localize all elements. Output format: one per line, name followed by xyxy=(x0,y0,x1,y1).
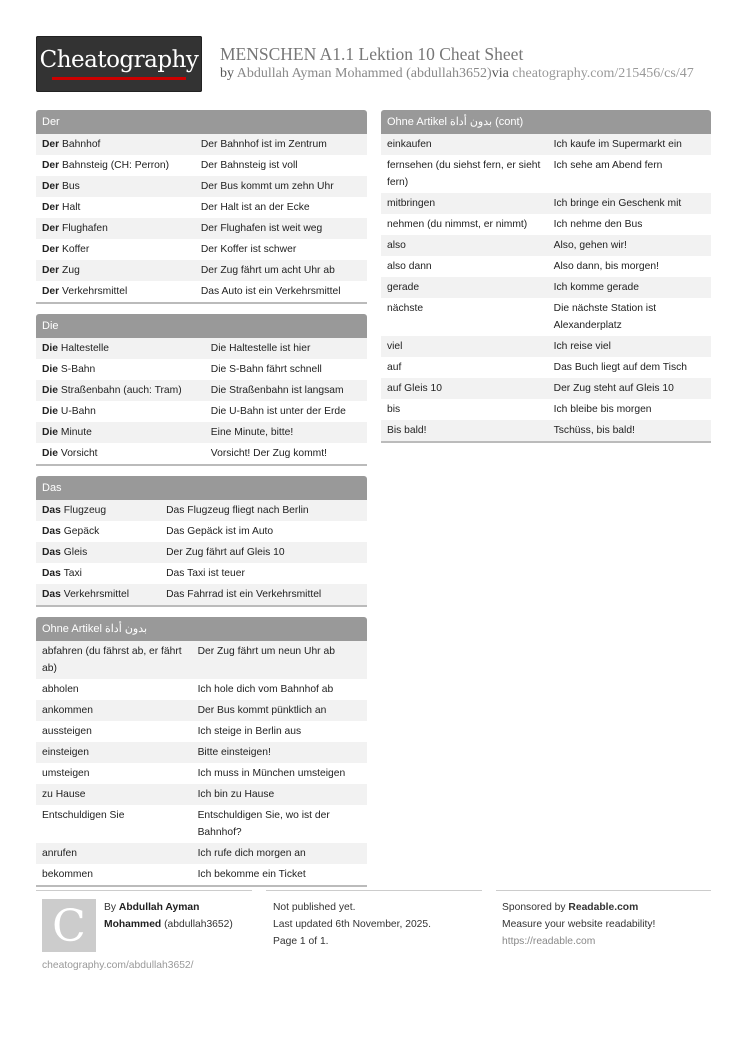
term-cell xyxy=(36,239,195,260)
term-word: einkaufen xyxy=(387,139,432,150)
table-row xyxy=(36,641,367,679)
term-cell xyxy=(36,721,192,742)
term-cell xyxy=(381,235,548,256)
term-word: umsteigen xyxy=(42,768,90,779)
term-word: Flugzeug xyxy=(63,505,107,516)
example-cell: Ich rufe dich morgen an xyxy=(192,843,367,864)
example-cell: Vorsicht! Der Zug kommt! xyxy=(205,443,367,464)
section-der xyxy=(36,110,367,304)
footer-sponsor xyxy=(502,899,712,950)
example-cell: Der Zug fährt um acht Uhr ab xyxy=(195,260,367,281)
term-cell xyxy=(381,134,548,155)
article-label: Die xyxy=(42,448,59,459)
article-label: Der xyxy=(42,286,60,297)
section-das xyxy=(36,476,367,607)
example-cell: Ich muss in München umsteigen xyxy=(192,763,367,784)
table-row xyxy=(381,420,711,441)
example-cell: Ich sehe am Abend fern xyxy=(548,155,711,193)
example-cell: Das Fahrrad ist ein Verkehrsmittel xyxy=(160,584,367,605)
logo-text: Cheatography xyxy=(39,47,199,73)
term-word: Entschuldigen Sie xyxy=(42,810,125,821)
term-cell xyxy=(36,155,195,176)
example-cell: Das Taxi ist teuer xyxy=(160,563,367,584)
term-word: Gepäck xyxy=(63,526,100,537)
article-label: Das xyxy=(42,547,61,558)
example-cell: Ich hole dich vom Bahnhof ab xyxy=(192,679,367,700)
term-cell xyxy=(36,338,205,359)
example-cell: Der Bus kommt pünktlich an xyxy=(192,700,367,721)
term-word: S-Bahn xyxy=(60,364,96,375)
table-row xyxy=(36,281,367,302)
article-label: Die xyxy=(42,385,59,396)
term-word: Straßenbahn (auch: Tram) xyxy=(60,385,182,396)
footer-divider xyxy=(496,890,711,891)
section-header-der: Der xyxy=(36,110,367,134)
example-cell: Ich bringe ein Geschenk mit xyxy=(548,193,711,214)
term-cell xyxy=(36,742,192,763)
table-row xyxy=(381,214,711,235)
term-cell xyxy=(381,256,548,277)
article-label: Das xyxy=(42,505,61,516)
term-cell xyxy=(36,422,205,443)
term-word: U-Bahn xyxy=(60,406,96,417)
article-label: Das xyxy=(42,589,61,600)
term-word: aussteigen xyxy=(42,726,92,737)
term-word: bis xyxy=(387,404,401,415)
table-row xyxy=(36,679,367,700)
byline-via: via xyxy=(491,66,509,81)
term-cell xyxy=(36,700,192,721)
term-word: also dann xyxy=(387,261,432,272)
last-updated: Last updated 6th November, 2025. xyxy=(273,919,431,930)
term-word: Verkehrsmittel xyxy=(63,589,130,600)
term-word: zu Hause xyxy=(42,789,86,800)
term-cell xyxy=(381,155,548,193)
example-cell: Ich bekomme ein Ticket xyxy=(192,864,367,885)
example-cell: Der Zug fährt auf Gleis 10 xyxy=(160,542,367,563)
example-cell: Der Koffer ist schwer xyxy=(195,239,367,260)
table-row xyxy=(36,700,367,721)
term-cell xyxy=(36,843,192,864)
author-avatar[interactable] xyxy=(42,899,96,952)
term-cell xyxy=(381,420,548,441)
sponsor-prefix: Sponsored by xyxy=(502,902,566,913)
term-cell xyxy=(381,336,548,357)
term-word: auf Gleis 10 xyxy=(387,383,442,394)
term-cell xyxy=(381,399,548,420)
table-row xyxy=(36,843,367,864)
table-row xyxy=(381,357,711,378)
term-word: Zug xyxy=(62,265,80,276)
table-row xyxy=(36,784,367,805)
section-die xyxy=(36,314,367,466)
footer-author-name-link[interactable]: Abdullah Ayman Mohammed xyxy=(104,902,200,930)
section-header-ohne-artikel: Ohne Artikel بدون أداة xyxy=(36,617,367,641)
term-cell xyxy=(36,864,192,885)
article-label: Der xyxy=(42,139,60,150)
term-word: Verkehrsmittel xyxy=(62,286,128,297)
table-row xyxy=(36,584,367,605)
example-cell: Der Bus kommt um zehn Uhr xyxy=(195,176,367,197)
table-row xyxy=(36,134,367,155)
term-cell xyxy=(36,521,160,542)
table-row xyxy=(381,256,711,277)
example-cell: Der Zug fährt um neun Uhr ab xyxy=(192,641,367,679)
term-word: Bahnhof xyxy=(62,139,101,150)
article-label: Der xyxy=(42,265,60,276)
article-label: Das xyxy=(42,568,61,579)
term-word: anrufen xyxy=(42,848,77,859)
table-row xyxy=(36,239,367,260)
example-cell: Der Flughafen ist weit weg xyxy=(195,218,367,239)
term-cell xyxy=(381,357,548,378)
table-row xyxy=(36,260,367,281)
term-cell xyxy=(36,641,192,679)
term-word: auf xyxy=(387,362,402,373)
term-word: Halt xyxy=(62,202,81,213)
table-row xyxy=(381,399,711,420)
term-cell xyxy=(36,805,192,843)
table-row xyxy=(381,277,711,298)
table-row xyxy=(381,378,711,399)
table-row xyxy=(381,336,711,357)
article-label: Das xyxy=(42,526,61,537)
term-cell xyxy=(36,176,195,197)
example-cell: Das Flugzeug fliegt nach Berlin xyxy=(160,500,367,521)
footer-status xyxy=(273,899,483,950)
table-die xyxy=(36,338,367,464)
term-cell xyxy=(36,401,205,422)
footer-by: By xyxy=(104,902,117,913)
term-word: fernsehen (du siehst fern, er sieht fern) xyxy=(387,160,541,188)
example-cell: Also dann, bis morgen! xyxy=(548,256,711,277)
term-cell xyxy=(36,281,195,302)
example-cell: Entschuldigen Sie, wo ist der Bahnhof? xyxy=(192,805,367,843)
example-cell: Die S-Bahn fährt schnell xyxy=(205,359,367,380)
term-cell xyxy=(381,277,548,298)
term-cell xyxy=(36,380,205,401)
term-cell xyxy=(36,542,160,563)
term-word: mitbringen xyxy=(387,198,436,209)
example-cell: Der Bahnsteig ist voll xyxy=(195,155,367,176)
example-cell: Das Gepäck ist im Auto xyxy=(160,521,367,542)
term-cell xyxy=(36,584,160,605)
table-row xyxy=(36,197,367,218)
table-row xyxy=(36,742,367,763)
term-word: nehmen (du nimmst, er nimmt) xyxy=(387,219,528,230)
term-word: ankommen xyxy=(42,705,93,716)
article-label: Der xyxy=(42,181,60,192)
article-label: Die xyxy=(42,427,59,438)
table-row xyxy=(36,155,367,176)
term-cell xyxy=(36,443,205,464)
sponsor-tagline: Measure your website readability! xyxy=(502,919,656,930)
term-word: Bus xyxy=(62,181,80,192)
article-label: Die xyxy=(42,364,59,375)
example-cell: Die U-Bahn ist unter der Erde xyxy=(205,401,367,422)
term-cell xyxy=(36,563,160,584)
table-row xyxy=(36,521,367,542)
example-cell: Der Zug steht auf Gleis 10 xyxy=(548,378,711,399)
article-label: Der xyxy=(42,202,60,213)
table-row xyxy=(36,338,367,359)
right-column xyxy=(381,110,711,453)
sponsor-line xyxy=(502,899,712,916)
page-count: Page 1 of 1. xyxy=(273,936,329,947)
term-word: bekommen xyxy=(42,869,93,880)
profile-url-link[interactable]: cheatography.com/abdullah3652/ xyxy=(42,960,194,971)
footer-author-handle: (abdullah3652) xyxy=(164,919,233,930)
table-row xyxy=(36,721,367,742)
table-ohne-artikel-cont xyxy=(381,134,711,441)
article-label: Der xyxy=(42,160,60,171)
term-word: einsteigen xyxy=(42,747,89,758)
table-row xyxy=(381,155,711,193)
sponsor-url-link[interactable]: https://readable.com xyxy=(502,936,596,947)
example-cell: Ich bleibe bis morgen xyxy=(548,399,711,420)
example-cell: Ich reise viel xyxy=(548,336,711,357)
footer-divider xyxy=(266,890,482,891)
example-cell: Eine Minute, bitte! xyxy=(205,422,367,443)
example-cell: Also, gehen wir! xyxy=(548,235,711,256)
example-cell: Ich steige in Berlin aus xyxy=(192,721,367,742)
example-cell: Ich kaufe im Supermarkt ein xyxy=(548,134,711,155)
publish-status: Not published yet. xyxy=(273,902,356,913)
term-word: Gleis xyxy=(63,547,88,558)
term-word: gerade xyxy=(387,282,420,293)
section-header-ohne-artikel-cont: Ohne Artikel بدون أداة (cont) xyxy=(381,110,711,134)
table-row xyxy=(36,359,367,380)
term-word: Bis bald! xyxy=(387,425,427,436)
table-row xyxy=(36,380,367,401)
term-cell xyxy=(36,763,192,784)
byline-url-link[interactable]: cheatography.com/215456/cs/47 xyxy=(512,66,694,81)
table-row xyxy=(36,401,367,422)
term-cell xyxy=(36,359,205,380)
example-cell: Bitte einsteigen! xyxy=(192,742,367,763)
term-cell xyxy=(36,218,195,239)
term-word: abfahren (du fährst ab, er fährt ab) xyxy=(42,646,182,674)
example-cell: Die Haltestelle ist hier xyxy=(205,338,367,359)
table-row xyxy=(36,763,367,784)
section-ohne-artikel xyxy=(36,617,367,887)
example-cell: Das Auto ist ein Verkehrsmittel xyxy=(195,281,367,302)
term-cell xyxy=(381,298,548,336)
example-cell: Ich bin zu Hause xyxy=(192,784,367,805)
example-cell: Die Straßenbahn ist langsam xyxy=(205,380,367,401)
term-word: Bahnsteig (CH: Perron) xyxy=(62,160,170,171)
term-cell xyxy=(36,679,192,700)
footer-divider xyxy=(36,890,252,891)
byline-author-link[interactable]: Abdullah Ayman Mohammed (abdullah3652) xyxy=(236,66,492,81)
article-label: Die xyxy=(42,406,59,417)
byline xyxy=(220,66,750,82)
table-row xyxy=(36,864,367,885)
term-cell xyxy=(36,784,192,805)
table-row xyxy=(381,235,711,256)
term-word: abholen xyxy=(42,684,79,695)
term-word: Minute xyxy=(60,427,92,438)
example-cell: Ich komme gerade xyxy=(548,277,711,298)
term-cell xyxy=(381,378,548,399)
example-cell: Tschüss, bis bald! xyxy=(548,420,711,441)
table-row xyxy=(381,193,711,214)
section-header-das: Das xyxy=(36,476,367,500)
term-cell xyxy=(36,260,195,281)
table-row xyxy=(381,134,711,155)
table-der xyxy=(36,134,367,302)
byline-by: by xyxy=(220,66,234,81)
term-word: Vorsicht xyxy=(60,448,98,459)
logo-underline xyxy=(52,77,186,80)
article-label: Der xyxy=(42,223,60,234)
cheatography-logo[interactable] xyxy=(36,36,202,92)
example-cell: Ich nehme den Bus xyxy=(548,214,711,235)
example-cell: Der Bahnhof ist im Zentrum xyxy=(195,134,367,155)
term-word: also xyxy=(387,240,406,251)
avatar-letter: C xyxy=(52,901,86,952)
table-das xyxy=(36,500,367,605)
table-row xyxy=(36,422,367,443)
term-word: Flughafen xyxy=(62,223,108,234)
term-word: Haltestelle xyxy=(60,343,109,354)
table-row xyxy=(36,805,367,843)
table-row xyxy=(36,176,367,197)
article-label: Die xyxy=(42,343,59,354)
table-row xyxy=(36,563,367,584)
example-cell: Die nächste Station ist Alexanderplatz xyxy=(548,298,711,336)
left-column xyxy=(36,110,367,897)
sponsor-name-link[interactable]: Readable.com xyxy=(568,902,639,913)
term-cell xyxy=(36,197,195,218)
table-row xyxy=(381,298,711,336)
section-ohne-artikel-cont xyxy=(381,110,711,443)
section-header-die: Die xyxy=(36,314,367,338)
page-title: MENSCHEN A1.1 Lektion 10 Cheat Sheet xyxy=(220,44,524,64)
term-cell xyxy=(381,214,548,235)
table-row xyxy=(36,542,367,563)
table-row xyxy=(36,218,367,239)
term-cell xyxy=(381,193,548,214)
table-ohne-artikel xyxy=(36,641,367,885)
table-row xyxy=(36,443,367,464)
example-cell: Der Halt ist an der Ecke xyxy=(195,197,367,218)
example-cell: Das Buch liegt auf dem Tisch xyxy=(548,357,711,378)
term-cell xyxy=(36,134,195,155)
term-word: Taxi xyxy=(63,568,82,579)
term-word: Koffer xyxy=(62,244,90,255)
footer-author xyxy=(104,899,254,933)
term-word: nächste xyxy=(387,303,424,314)
term-word: viel xyxy=(387,341,403,352)
table-row xyxy=(36,500,367,521)
term-cell xyxy=(36,500,160,521)
article-label: Der xyxy=(42,244,60,255)
